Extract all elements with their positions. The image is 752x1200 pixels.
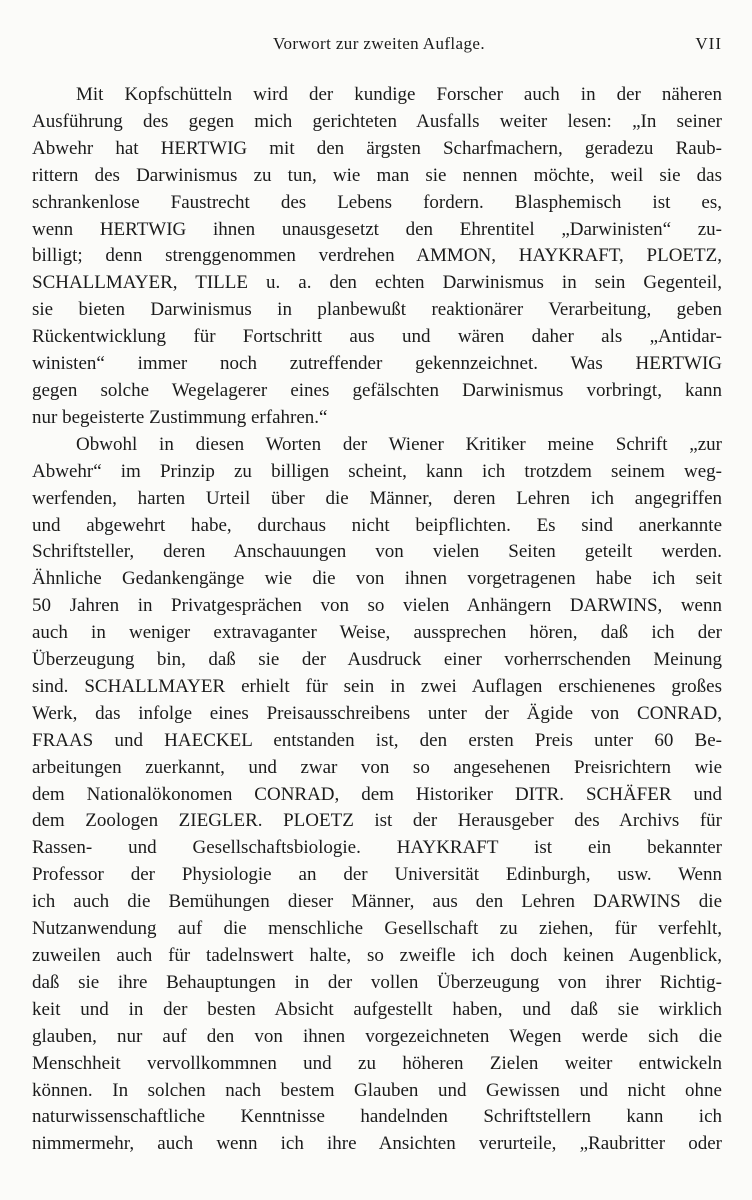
text-line: Ausführung des gegen mich gerichteten Ausfalls weiter lesen: „In seiner — [32, 110, 722, 132]
text-line: Schriftsteller, deren Anschauungen von vielen Seiten geteilt werden. — [32, 541, 722, 563]
text-line: Obwohl in diesen Worten der Wiener Kritiker meine Schrift „zur — [76, 433, 722, 455]
text-line: glauben, nur auf den von ihnen vorgezeichneten Wegen werde sich die — [32, 1025, 722, 1047]
text-line: daß sie ihre Behauptungen in der vollen Überzeugung von ihrer Richtig- — [32, 971, 722, 993]
text-line: winisten“ immer noch zutreffender gekennzeichnet. Was HERTWIG — [32, 353, 722, 375]
text-line: Abwehr“ im Prinzip zu billigen scheint, kann ich trotzdem seinem weg- — [32, 460, 722, 482]
body-text — [32, 82, 722, 1158]
text-line: keit und in der besten Absicht aufgestellt haben, und daß sie wirklich — [32, 998, 722, 1020]
text-line: Ähnliche Gedankengänge wie die von ihnen vorgetragenen habe ich seit — [32, 568, 722, 590]
text-line: nimmermehr, auch wenn ich ihre Ansichten verurteile, „Raubritter oder — [32, 1133, 722, 1155]
text-line: Abwehr hat HERTWIG mit den ärgsten Scharfmachern, geradezu Raub- — [32, 137, 722, 159]
paragraph — [32, 432, 722, 1158]
text-line: billigt; denn strenggenommen verdrehen AMMON, HAYKRAFT, PLOETZ, — [32, 245, 722, 267]
text-line: werfenden, harten Urteil über die Männer, deren Lehren ich angegriffen — [32, 487, 722, 509]
text-line: Werk, das infolge eines Preisausschreibens unter der Ägide von CONRAD, — [32, 702, 722, 724]
text-line: auch in weniger extravaganter Weise, aussprechen hören, daß ich der — [32, 622, 722, 644]
text-line: ich auch die Bemühungen dieser Männer, aus den Lehren DARWINS die — [32, 891, 722, 913]
text-line: SCHALLMAYER, TILLE u. a. den echten Darwinismus in sein Gegenteil, — [32, 272, 722, 294]
text-line: naturwissenschaftliche Kenntnisse handelnden Schriftstellern kann ich — [32, 1106, 722, 1128]
text-line: Professor der Physiologie an der Universität Edinburgh, usw. Wenn — [32, 864, 722, 886]
text-line: Menschheit vervollkommnen und zu höheren Zielen weiter entwickeln — [32, 1052, 722, 1074]
text-line: dem Zoologen ZIEGLER. PLOETZ ist der Herausgeber des Archivs für — [32, 810, 722, 832]
text-line: Mit Kopfschütteln wird der kundige Forscher auch in der näheren — [76, 84, 722, 105]
text-line: und abgewehrt habe, durchaus nicht beipflichten. Es sind anerkannte — [32, 514, 722, 536]
text-line: wenn HERTWIG ihnen unausgesetzt den Ehrentitel „Darwinisten“ zu- — [32, 218, 722, 240]
text-line: gegen solche Wegelagerer eines gefälschten Darwinismus vorbringt, kann — [32, 379, 722, 401]
text-line: arbeitungen zuerkannt, und zwar von so angesehenen Preisrichtern wie — [32, 756, 722, 778]
text-line: 50 Jahren in Privatgesprächen von so vielen Anhängern DARWINS, wenn — [32, 595, 722, 617]
text-line: sie bieten Darwinismus in planbewußt reaktionärer Verarbeitung, geben — [32, 299, 722, 321]
text-line: FRAAS und HAECKEL entstanden ist, den ersten Preis unter 60 Be- — [32, 729, 722, 751]
text-line: schrankenlose Faustrecht des Lebens fordern. Blasphemisch ist es, — [32, 191, 722, 213]
text-line: Nutzanwendung auf die menschliche Gesellschaft zu ziehen, für verfehlt, — [32, 918, 722, 940]
text-line: nur begeisterte Zustimmung erfahren.“ — [32, 406, 328, 428]
text-line: dem Nationalökonomen CONRAD, dem Historiker DITR. SCHÄFER und — [32, 783, 722, 805]
paragraph — [32, 82, 722, 432]
text-line: sind. SCHALLMAYER erhielt für sein in zwei Auflagen erschienenes großes — [32, 675, 722, 697]
text-line: rittern des Darwinismus zu tun, wie man sie nennen möchte, weil sie das — [32, 164, 722, 186]
text-line: Rassen- und Gesellschaftsbiologie. HAYKRAFT ist ein bekannter — [32, 837, 722, 859]
text-line: zuweilen auch für tadelnswert halte, so zweifle ich doch keinen Augenblick, — [32, 945, 722, 966]
running-title: Vorwort zur zweiten Auflage. — [273, 34, 485, 53]
text-line: können. In solchen nach bestem Glauben und Gewissen und nicht ohne — [32, 1079, 722, 1101]
text-line: Überzeugung bin, daß sie der Ausdruck einer vorherrschenden Meinung — [32, 649, 722, 671]
text-line: Rückentwicklung für Fortschritt aus und wären daher als „Antidar- — [32, 326, 722, 348]
page-number: VII — [695, 34, 722, 53]
page-header — [36, 34, 722, 58]
